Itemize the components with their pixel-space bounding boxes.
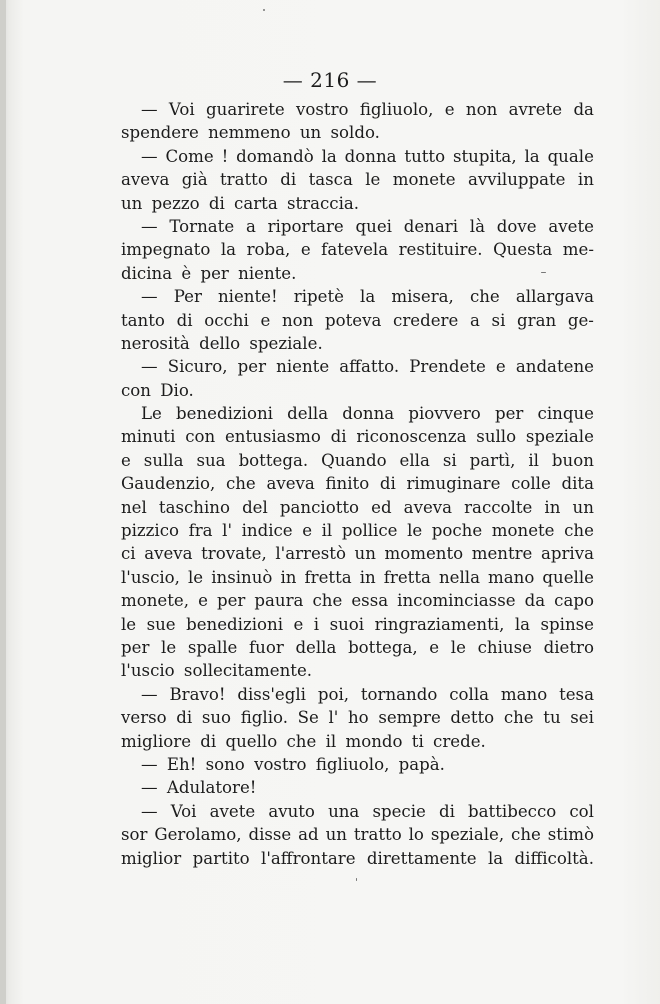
text-line: — Bravo! diss'egli poi, tornando colla mano tesa (141, 684, 594, 704)
scan-speck (263, 9, 265, 11)
text-line: — Come ! domandò la donna tutto stupita, la quale (141, 146, 594, 166)
text-line: con Dio. (121, 380, 194, 400)
page-binding-edge (0, 0, 6, 1004)
text-line: Le benedizioni della donna piovvero per cinque (141, 404, 594, 424)
text-line: Gaudenzio, che aveva finito di rimuginare colle dita (121, 474, 594, 494)
text-line: pizzico fra l' indice e il pollice le poche monete che (121, 521, 594, 541)
text-line: verso di suo figlio. Se l' ho sempre detto che tu sei (121, 708, 594, 728)
text-line: e sulla sua bottega. Quando ella si partì, il buon (121, 450, 594, 470)
text-line: nerosità dello speziale. (121, 333, 323, 353)
text-line: tanto di occhi e non poteva credere a si gran ge- (121, 310, 594, 330)
text-line: — Voi guarirete vostro figliuolo, e non avrete da (141, 100, 594, 119)
text-line: un pezzo di carta straccia. (121, 193, 360, 213)
text-line: nel taschino del panciotto ed aveva raccolte in un (121, 497, 594, 517)
page-number: — 216 — (282, 68, 378, 92)
text-line: monete, e per paura che essa incominciasse da capo (121, 591, 594, 611)
text-line: migliore di quello che il mondo ti crede. (121, 731, 486, 751)
text-line: dicina è per niente. (121, 263, 297, 283)
text-line: impegnato la roba, e fatevela restituire. Questa me- (121, 240, 594, 260)
text-line: — Sicuro, per niente affatto. Prendete e andatene (141, 357, 594, 377)
text-line: minuti con entusiasmo di riconoscenza sullo speziale (121, 427, 594, 447)
text-line: l'uscio sollecitamente. (121, 661, 313, 681)
text-line: per le spalle fuor della bottega, e le chiuse dietro (121, 637, 594, 657)
text-line: — Adulatore! (141, 778, 257, 798)
text-line: — Voi avete avuto una specie di battibecco col (141, 801, 594, 821)
scan-speck (541, 272, 546, 273)
text-line: — Tornate a riportare quei denari là dove avete (141, 216, 594, 236)
text-line: aveva già tratto di tasca le monete avviluppate in (121, 170, 594, 190)
text-line: ci aveva trovate, l'arrestò un momento mentre apriva (121, 544, 594, 564)
body-text (121, 98, 594, 870)
text-line: spendere nemmeno un soldo. (121, 123, 380, 143)
text-line: sor Gerolamo, disse ad un tratto lo speziale, che stimò (121, 825, 594, 845)
text-line: — Eh! sono vostro figliuolo, papà. (141, 754, 445, 774)
text-line: le sue benedizioni e i suoi ringraziamenti, la spinse (121, 614, 594, 634)
text-line: — Per niente! ripetè la misera, che allargava (141, 287, 594, 307)
text-line: l'uscio, le insinuò in fretta in fretta nella mano quelle (121, 567, 594, 587)
scan-speck (356, 878, 357, 881)
text-line: miglior partito l'affrontare direttamente la difficoltà. (121, 848, 594, 868)
